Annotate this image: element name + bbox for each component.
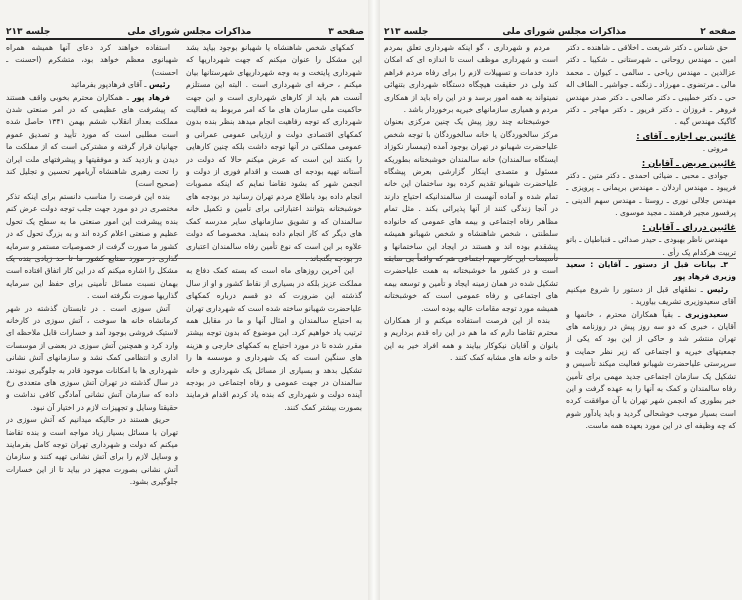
speaker-name: فرهاد پور: [132, 92, 170, 102]
page-number: صفحه ۳: [328, 27, 364, 37]
paragraph-text: ـ بقیاً همکاران محترم ، خانمها و آقایان ، خبری که دو سه روز پیش در روزنامه های تهران منتشر شد و حاکی از این بود که یکی از جمعیتهای خیریه و اجتماعی که زیر نظر حمایت و سرپرستی علیاحضرت شهبانو فعالیت میکند تأسیس و تشکیل یک سازمان اجتماعی جدید مهمی برای تأمین رفاه سالمندان و کمک به آنها را به عهده گرفت و این خبر بطوری که انجمن شهر تهران با آن موافقت کرده است بسیار موجب خوشحالی گردید و باید یادآور شوم که چه وظیفه ای در این مورد بعهده همه ماست.: [566, 309, 736, 431]
publication-title: مذاکرات مجلس شورای ملی: [502, 27, 627, 37]
paragraph-text: حریق هستند در حالیکه میدانیم که آتش سوزی در تهران با مسائل بسیار زیاد مواجه است و بنده تقاضا میکنم که دولت و شهرداری تهران توجه کامل بفرمایند و وسایل لازم را برای آتش نشانی تهیه کنند و سازمان آتش نشانی بصورت مجهز در بیاید تا از این خسارات جلوگیری بشود.: [6, 415, 178, 487]
paragraph: [6, 92, 178, 191]
publication-title: مذاکرات مجلس شورای ملی: [127, 27, 252, 37]
paragraph: [6, 42, 178, 79]
paragraph-text: ـ آقای فرهادپور بفرمائید: [70, 80, 149, 90]
paragraph: [384, 315, 558, 365]
paragraph-text: حق شناس ـ دکتر شریعت ـ اخلاقی ـ شاهنده ـ دکتر امین ـ مهندس روحانی ـ شهرستانی ـ شکیبا ـ دکتر عزالدین ـ مهندس ریاحی ـ سالمی ـ کیوان ـ محمد مالی ـ مرتضوی ـ مهرزاد ـ زنگنه ـ جواشیر ـ الطاف اله حی ـ دکتر خطیبی ـ دکتر صالحی ـ دکتر صدر مهندس فروهر ـ فروزان ـ دکتر فریور ـ دکتر مهاجر ـ دکتر گاگیک مهندس گیه .: [566, 43, 736, 127]
paragraph-text: ـ همکاران محترم بخوبی واقف هستند که پیشرفت های عظیمی که در امر صنعتی شدن مملکت بعداز انقلاب ششم بهمن ۱۳۴۱ حاصل شده است مطلبی است که مورد تأیید و تصدیق عموم جهانیان قرار گرفته و مشترکی است که از مملکت ما دیدن و بازدید کند و موفقیتها و پیشرفتهای ملت ایران را تحت رهبری شاهنشاه آریامهر تحسین و تجلیل کند (صحیح است): [6, 92, 178, 189]
page-header: [384, 22, 736, 40]
section-heading: غائبین مریض ـ آقایان :: [641, 157, 736, 168]
paragraph: [384, 116, 558, 315]
paragraph-text: خوشبختانه چند روز پیش یک چنین مرکزی بعنوان مرکز سالخوردگان یا خانه سالخوردگان با توجه شخص علیاحضرت شهبانو در تهران بوجود آمده (تیمسار نکوزاد ایستگاه سالمندان) خانه سالمندان خوشبختانه بطوریکه مسئول و متصدی اینکار گزارشی بعرض پیشگاه علیاحضرت شهبانو تقدیم کرده بود ساختمان این خانه تمام شده و آماده آنهست از سالمندانیکه احتیاج دارند در آنجا زندگی کنند از آنها پذیرائی بکند . مثل تمام مظاهر رفاه اجتماعی و بیمه های عمومی که خانواده سلطنتی ، شخص شاهنشاه و شخص شهبانو همیشه پیشقدم بوده اند و هستند در ایجاد این ساختمانها و است و در کشور ما خوشبختانه به همت علیاحضرت تشکیل شده در همان زمینه ایجاد و تأمین و توسعه بیمه های اجتماعی و رفاه عمومی است که خوشبختانه همیشه مورد توجه مقامات عالیه بوده است.: [384, 117, 558, 313]
speaker-name: رئیس: [706, 284, 728, 294]
divider: [6, 258, 362, 259]
paragraph-text: مهندس ناظر بهبودی ـ حیدر صدائی ـ قنباطیان ـ باتو تربیت هرکدام یک رأی .: [566, 235, 736, 257]
paragraph: [566, 284, 736, 309]
paragraph-text: بنده این فرصت را مناسب دانستم برای اینکه تذکر مختصری در دو مورد جهت جلب توجه دولت عرض کنم بنده پیشرفت این امور صنعتی ما به سطح یک تحول عظیم و صنعتی اعلام کرده اند و به بزرگ تحول که در کشور ما صورت گرفت از خصوصیات مستمر و سرمایه مشکل را اشاره میکنم که در این کار اتفاق افتاده است بهمان نسبت مسائل تأمینی برای حفظ این سرمایه گذاریها صورت نگرفته است .: [6, 191, 178, 301]
text-column-left: [6, 42, 178, 592]
divider: [384, 258, 736, 259]
text-column-left: [384, 42, 558, 592]
session-number: جلسه ۲۱۳: [6, 27, 51, 37]
paragraph: [566, 259, 736, 284]
paragraph-text: مردم و شهرداری ، گو اینکه شهرداری تعلق بمردم است و شهرداری موظف است تا اندازه ای که امکان دارد خدمات و تسهیلات لازم را برای رفاه مردم فراهم کند ولی در حقیقت هیچگاه دستگاه شهرداری بتنهائی نمیتواند به همه امور برسد و در این راه باید از همکاری مردم و همیاری سازمانهای خیریه برخوردار باشد .: [384, 43, 558, 115]
paragraph: [6, 414, 178, 488]
session-number: جلسه ۲۱۳: [384, 27, 429, 37]
paragraph: [6, 191, 178, 303]
paragraph: [384, 42, 558, 116]
paragraph-text: جوادی ـ محبی ـ ضیائی احمدی ـ دکتر متین ـ دکتر فریبود ـ مهندس اردلان ـ مهندس بریمانی ـ پرویزی ـ مهندس جلالی نوری ـ روستا ـ مهندس سهم الدینی ـ پرفسور مجیر فرهمند ـ مجید موسوی .: [566, 171, 736, 218]
paragraph: [6, 303, 178, 415]
speaker-name: رئیس: [148, 80, 170, 90]
paragraph-text: استفاده خواهند کرد دعای آنها همیشه همراه شهبانوی معظم خواهد بود، متشکرم (احسنت ـ احسنت): [6, 43, 178, 77]
paragraph-text: کمکهای شخص شاهنشاه یا شهبانو بوجود بیاید بشد این مشکل را عنوان میکنم که جهت شهرداریها که شهرداری پایتخت و به وجه شهرداریهای شهرستانها بیان میکنم ، حرفه ای شهرداری است . البته این مستلزم آنست هم باید از کارهای شهرداری است و این جهت حاکمیت ملی سازمان های ما که امر مربوط به فعالیت شهرداری که توجه رفاهیت انجام میدهد بنظر بنده بدون کمکهای اقتصادی دولت و ارزیابی عمومی عمرانی و عمومی مملکتی در آنها توجه داشت بلکه چنین کارهایی را بکنند این است که عرض میکنم حالا که دولت در آستانه تهیه بودجه ای هست و اقدام فوری از دولت و انجمن شهر که بشود تقاضا نمایم که اینکه مصوبات انجام داده بود باطلاع مردم تهران رسانید در بودجه های خوشبختانه بتوانند اعتباراتی برای تأمین و تکمیل خانه سالمندان که و تشویق سازمانهای سایر مدرسه کمک های دیگر که کار انجام داده بنماید. مخصوصا که دولت علاوه بر این است که نوع تأمین رفاه سالمندان اعتباری: [186, 43, 362, 251]
paragraph-text: ـ نطقهای قبل از دستور را شروع میکنیم آقای سعیدوزیری تشریف بیاورید .: [566, 284, 736, 307]
section-heading: غائبین بی اجازه ـ آقای :: [636, 130, 736, 141]
section-heading: غائبین دررای ـ آقایان :: [642, 221, 736, 232]
speaker-name: ۳ـ بیانات قبل از دستور ـ آقایان : سعید وزیری فرهاد پور: [566, 259, 736, 282]
paragraph-text: مروتی .: [702, 144, 728, 154]
paragraph: [566, 234, 736, 259]
text-column-right: [566, 42, 736, 592]
paragraph: [566, 170, 736, 220]
page-header: [6, 22, 364, 40]
paragraph-text: آتش سوزی است . در تابستان گذشته در شهر کرمانشاه خانه ها سوخت ، آتش سوزی در کارخانه لاستیک فروشی بوجود آمد و خسارات قابل ملاحظه ای وارد کرد و همچنین آتش سوزی در بعضی از موسسات اداری و انتظامی کمک نشد و سازمانهای آتش نشانی شهرداری ها با امکانات موجود قادر به جلوگیری نبودند. در سال گذشته در تهران آتش سوزی های متعددی رخ داده که سازمان آتش نشانی آمادگی کافی نداشت و حقیقتا وسایل و تجهیزات لازم در اختیار آن نبود.: [6, 303, 178, 412]
paragraph: [6, 79, 178, 91]
paragraph: [566, 309, 736, 433]
paragraph: [566, 42, 736, 129]
left-page: [0, 0, 370, 600]
right-page: [378, 0, 742, 600]
paragraph: [566, 143, 736, 155]
speaker-name: سعیدوزیری: [685, 309, 728, 319]
paragraph: [186, 265, 362, 414]
paragraph-text: بنده از این فرصت استفاده میکنم و از همکاران محترم تقاضا دارم که ما هم در این راه قدم برداریم و بانوان و آقایان نیکوکار بیایند و همه افراد خیر به این خانه و خانه های مشابه کمک کنند .: [384, 315, 558, 363]
paragraph-text: این آخرین روزهای ماه است که بسته کمک دفاع به مملکت عزیز بلکه در بسیاری از نقاط کشور و او از سال گذشته این ضرورت که دو قسم درباره کمکهای علیاحضرت شهبانو ساخته شده است که شهرداری تهران به احتیاج سالمندان و امثال آنها و ما در مقابل همه ترتیب یاد خواهیم کرد. این موضوع که بدون توجه بیشتر مقرر شده تا در مورد احتیاج به کمکهای خارجی و هزینه های سنگین است که یک شهرداری و موسسه ها را تشکیل بدهد و بسیاری از مسائل یک شهرداری و خانه سالمندان در جهت عمومی و رفاه اجتماعی در بودجه آینده دولت و شهرداری که بنده یاد کردم اقدام فرمایند بصورت بیشتر کمک کنند.: [186, 266, 362, 412]
paragraph: [186, 42, 362, 265]
page-number: صفحه ۲: [700, 27, 736, 37]
text-column-right: [186, 42, 362, 592]
